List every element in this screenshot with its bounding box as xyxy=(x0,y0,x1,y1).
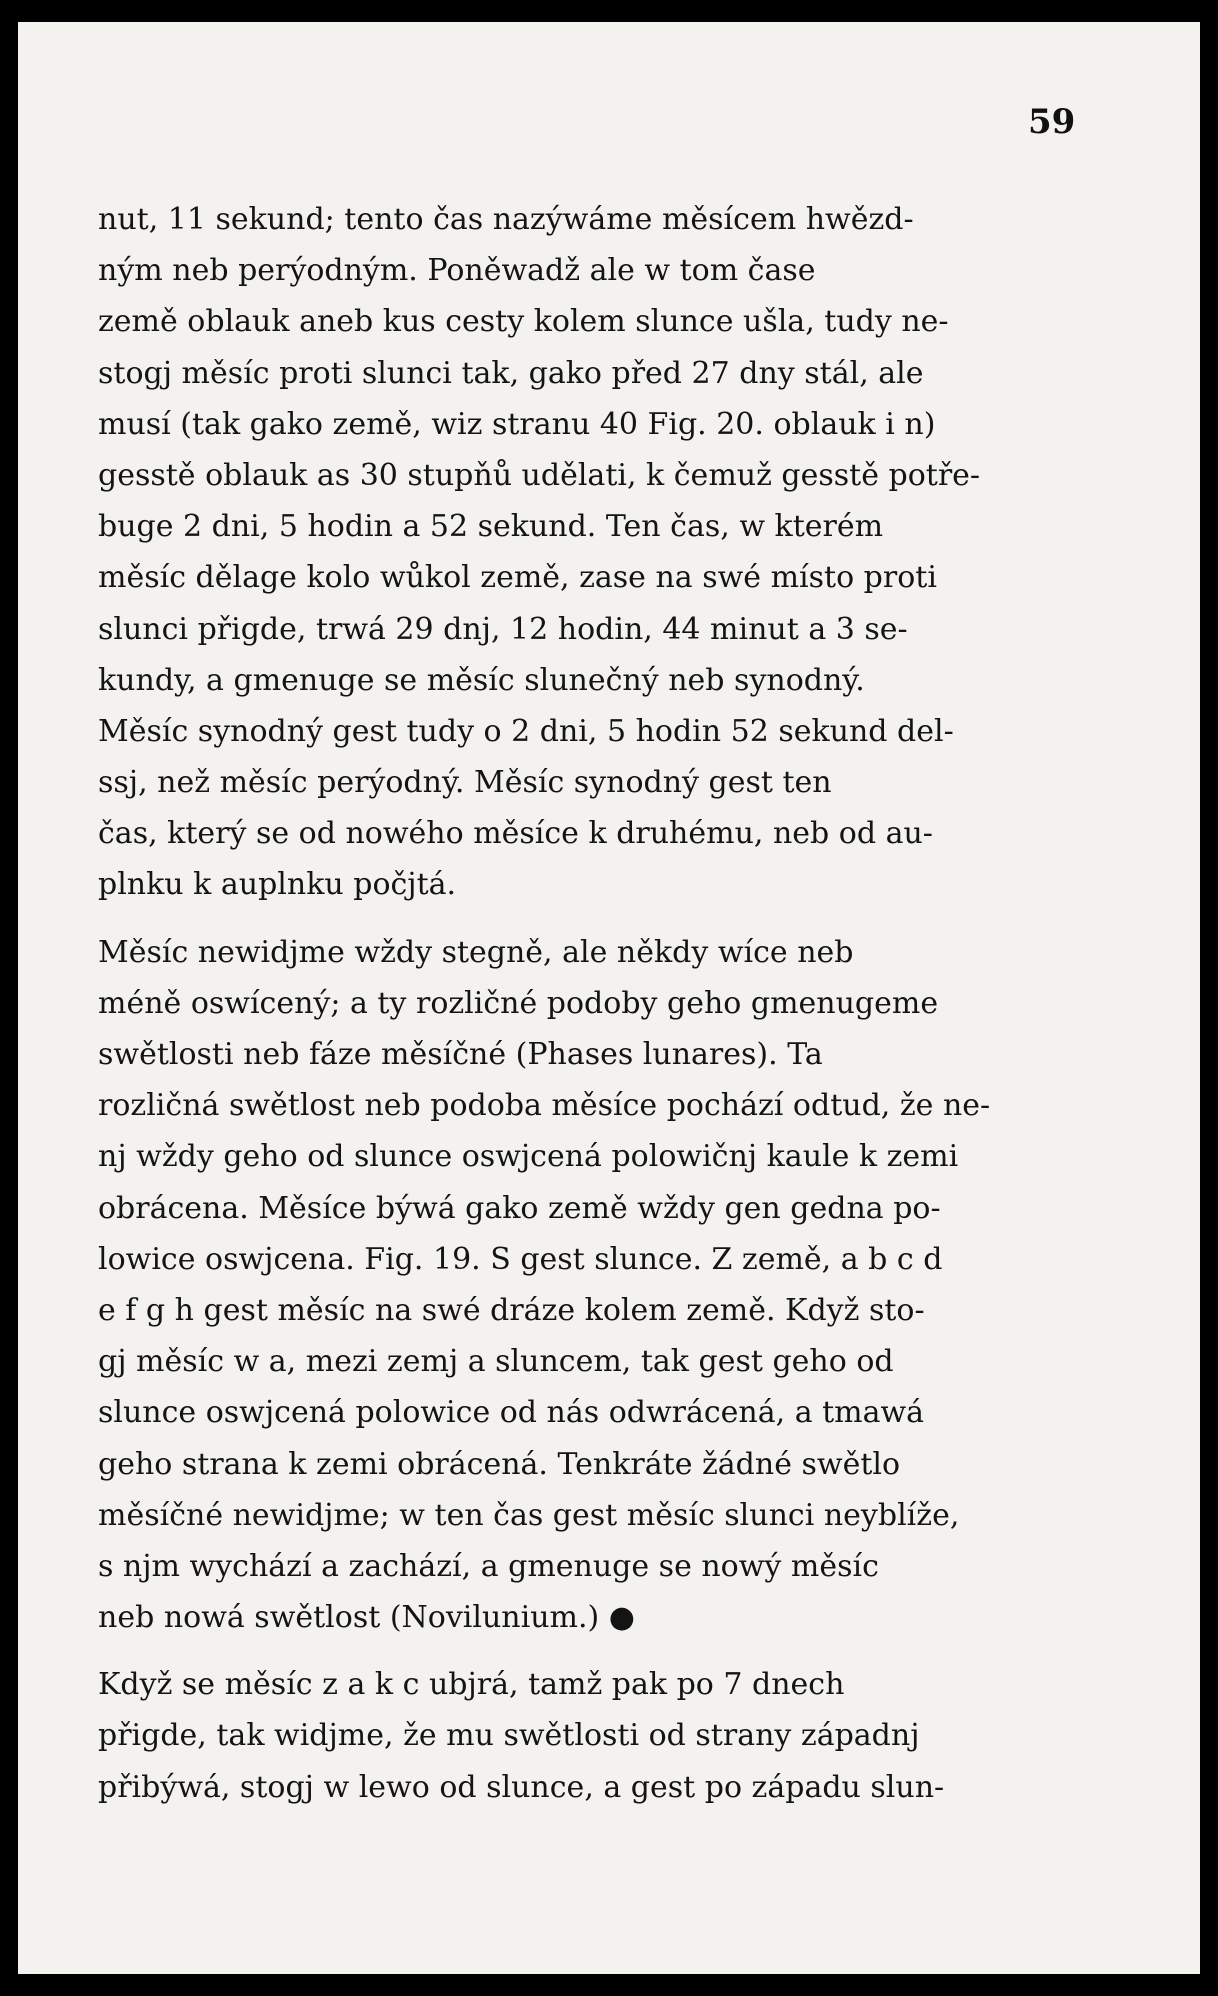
paragraph xyxy=(98,194,1088,911)
paragraph xyxy=(98,927,1088,1644)
text-line: musí (tak gako země, wiz stranu 40 Fig. 20. oblauk i n) xyxy=(98,406,936,442)
paragraph-gap xyxy=(98,911,1088,927)
text-line: plnku k auplnku počjtá. xyxy=(98,867,457,903)
text-line: buge 2 dni, 5 hodin a 52 sekund. Ten čas, w kterém xyxy=(98,509,884,545)
text-line: méně oswícený; a ty rozličné podoby geho gmenugeme xyxy=(98,985,939,1021)
book-page xyxy=(18,22,1200,1974)
text-line: kundy, a gmenuge se měsíc slunečný neb synodný. xyxy=(98,662,865,698)
text-line: měsíčné newidjme; w ten čas gest měsíc slunci neyblíže, xyxy=(98,1497,960,1533)
text-line: geho strana k zemi obrácená. Tenkráte žádné swětlo xyxy=(98,1446,901,1482)
text-line: stogj měsíc proti slunci tak, gako před 27 dny stál, ale xyxy=(98,355,924,391)
text-line: lowice oswjcena. Fig. 19. S gest slunce. Z země, a b c d xyxy=(98,1241,943,1277)
text-line: nj wždy geho od slunce oswjcená polowičnj kaule k zemi xyxy=(98,1139,959,1175)
text-line: s njm wychází a zachází, a gmenuge se nowý měsíc xyxy=(98,1548,879,1584)
text-line: slunce oswjcená polowice od nás odwrácená, a tmawá xyxy=(98,1395,925,1431)
text-line: slunci přigde, trwá 29 dnj, 12 hodin, 44 minut a 3 se- xyxy=(98,611,908,647)
paragraph xyxy=(98,1659,1088,1813)
text-line: Měsíc newidjme wždy stegně, ale někdy wíce neb xyxy=(98,934,854,970)
text-line: nut, 11 sekund; tento čas nazýwáme měsícem hwězd- xyxy=(98,202,914,237)
text-line: ssj, než měsíc perýodný. Měsíc synodný gest ten xyxy=(98,765,832,801)
text-line: obrácena. Měsíce býwá gako země wždy gen gedna po- xyxy=(98,1190,941,1226)
text-line: země oblauk aneb kus cesty kolem slunce ušla, tudy ne- xyxy=(98,304,949,340)
text-line: neb nowá swětlost (Novilunium.) ● xyxy=(98,1600,635,1636)
page-number: 59 xyxy=(1028,102,1076,142)
text-line: e f g h gest měsíc na swé dráze kolem země. Když sto- xyxy=(98,1292,925,1328)
text-line: gj měsíc w a, mezi zemj a sluncem, tak gest geho od xyxy=(98,1344,894,1380)
text-line: Měsíc synodný gest tudy o 2 dni, 5 hodin 52 sekund del- xyxy=(98,713,954,749)
text-line: swětlosti neb fáze měsíčné (Phases lunares). Ta xyxy=(98,1037,823,1072)
text-line: ným neb perýodným. Poněwadž ale w tom čase xyxy=(98,253,816,289)
page-text xyxy=(98,194,1088,1813)
text-line: měsíc dělage kolo wůkol země, zase na swé místo proti xyxy=(98,560,937,596)
paragraph-gap xyxy=(98,1643,1088,1659)
text-line: rozličná swětlost neb podoba měsíce pochází odtud, že ne- xyxy=(98,1088,991,1124)
text-line: přigde, tak widjme, že mu swětlosti od strany západnj xyxy=(98,1718,920,1754)
text-line: čas, který se od nowého měsíce k druhému, neb od au- xyxy=(98,816,933,852)
text-line: gesstě oblauk as 30 stupňů udělati, k čemuž gesstě potře- xyxy=(98,457,981,493)
text-line: přibýwá, stogj w lewo od slunce, a gest po západu slun- xyxy=(98,1769,945,1805)
text-line: Když se měsíc z a k c ubjrá, tamž pak po 7 dnech xyxy=(98,1667,845,1703)
